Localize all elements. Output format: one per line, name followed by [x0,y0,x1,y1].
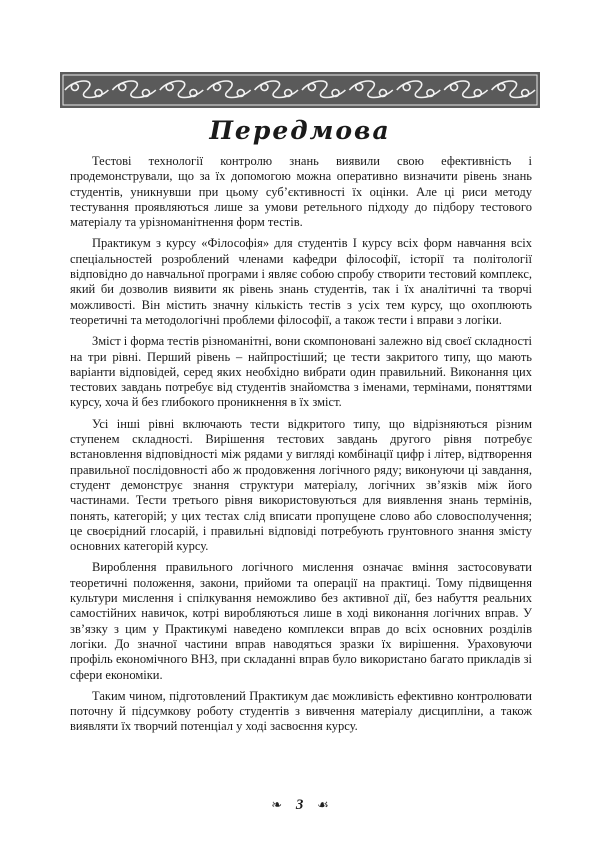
paragraph: Зміст і форма тестів різноманітні, вони скомпоновані залежно від своєї складності на три рівні. Перший рівень – найпростіший; це тести закритого типу, що мають варіанти відповідей, серед яких необхідно вибрати один правильний. Виконання цих тестових завдань потребує від студентів знайомства з іменами, термінами, поняттями курсу, хоча й без глибокого проникнення в їх зміст. [70,334,532,410]
paragraph: Практикум з курсу «Філософія» для студентів І курсу всіх форм навчання всіх спеціальностей розроблений членами кафедри філософії, історії та політології відповідно до навчальної програми і являє собою спробу створити тестовий комплекс, який би дозволив виявити як рівень знань студентів, так і їх аналітичні та творчі можливості. Він містить значну кількість тестів з усіх тем курсу, що охоплюють теоретичні та методологічні проблеми філософії, а також тести і вправи з логіки. [70,236,532,327]
page-footer [0,797,600,814]
right-swirl-icon: ☙ [317,797,329,812]
body-text [70,154,532,741]
paragraph: Тестові технології контролю знань виявили свою ефективність і продемонстрували, що за їх допомогою можна оперативно визначити рівень знань студентів, уникнувши при цьому суб’єктивності їх оцінки. Але ці риси методу тестування проявляються лише за умови ретельного підходу до підбору тестового матеріалу та урізноманітнення форм тестів. [70,154,532,230]
left-swirl-icon: ❧ [271,797,283,812]
page-number: 3 [295,797,304,813]
paragraph: Таким чином, підготовлений Практикум дає можливість ефективно контролювати поточну й підсумкову роботу студентів з вивчення матеріалу дисципліни, а також виявляти їх творчий потенціал у ході засвоєння курсу. [70,688,532,734]
page-title: Передмова [209,116,391,145]
paragraph: Усі інші рівні включають тести відкритого типу, що відрізняються різним ступенем складності. Вирішення тестових завдань другого рівня потребує встановлення відповідності між рядами у вигляді комбінації цифр і літер, відтворення правильної послідовності або ж продовження логічного ряду; виконуючи ці завдання, студент демонструє знання структури матеріалу, логічних зв’язків між його частинами. Тести третього рівня використовуються для виявлення знань термінів, понять, категорій; у цих тестах слід вписати пропущене слово або словосполучення; це своєрідний глосарій, і правильні відповіді потребують грунтовного знання змісту основних категорій курсу. [70,416,532,554]
decorative-header-ornament [60,72,540,108]
paragraph: Вироблення правильного логічного мислення означає вміння застосовувати теоретичні положення, закони, прийоми та операції на практиці. Тому підвищення культури мислення і спілкування неможливо без активної дії, без набуття реальних самостійних навичок, котрі виробляються лише в ході виконання логічних вправ. У зв’язку з цим у Практикумі наведено комплекси вправ до всіх основних розділів логіки. До значної частини вправ наводяться зразки їх вирішення. Ураховуючи профіль економічного ВНЗ, при складанні вправ було використано багато прикладів зі сфери економіки. [70,560,532,682]
